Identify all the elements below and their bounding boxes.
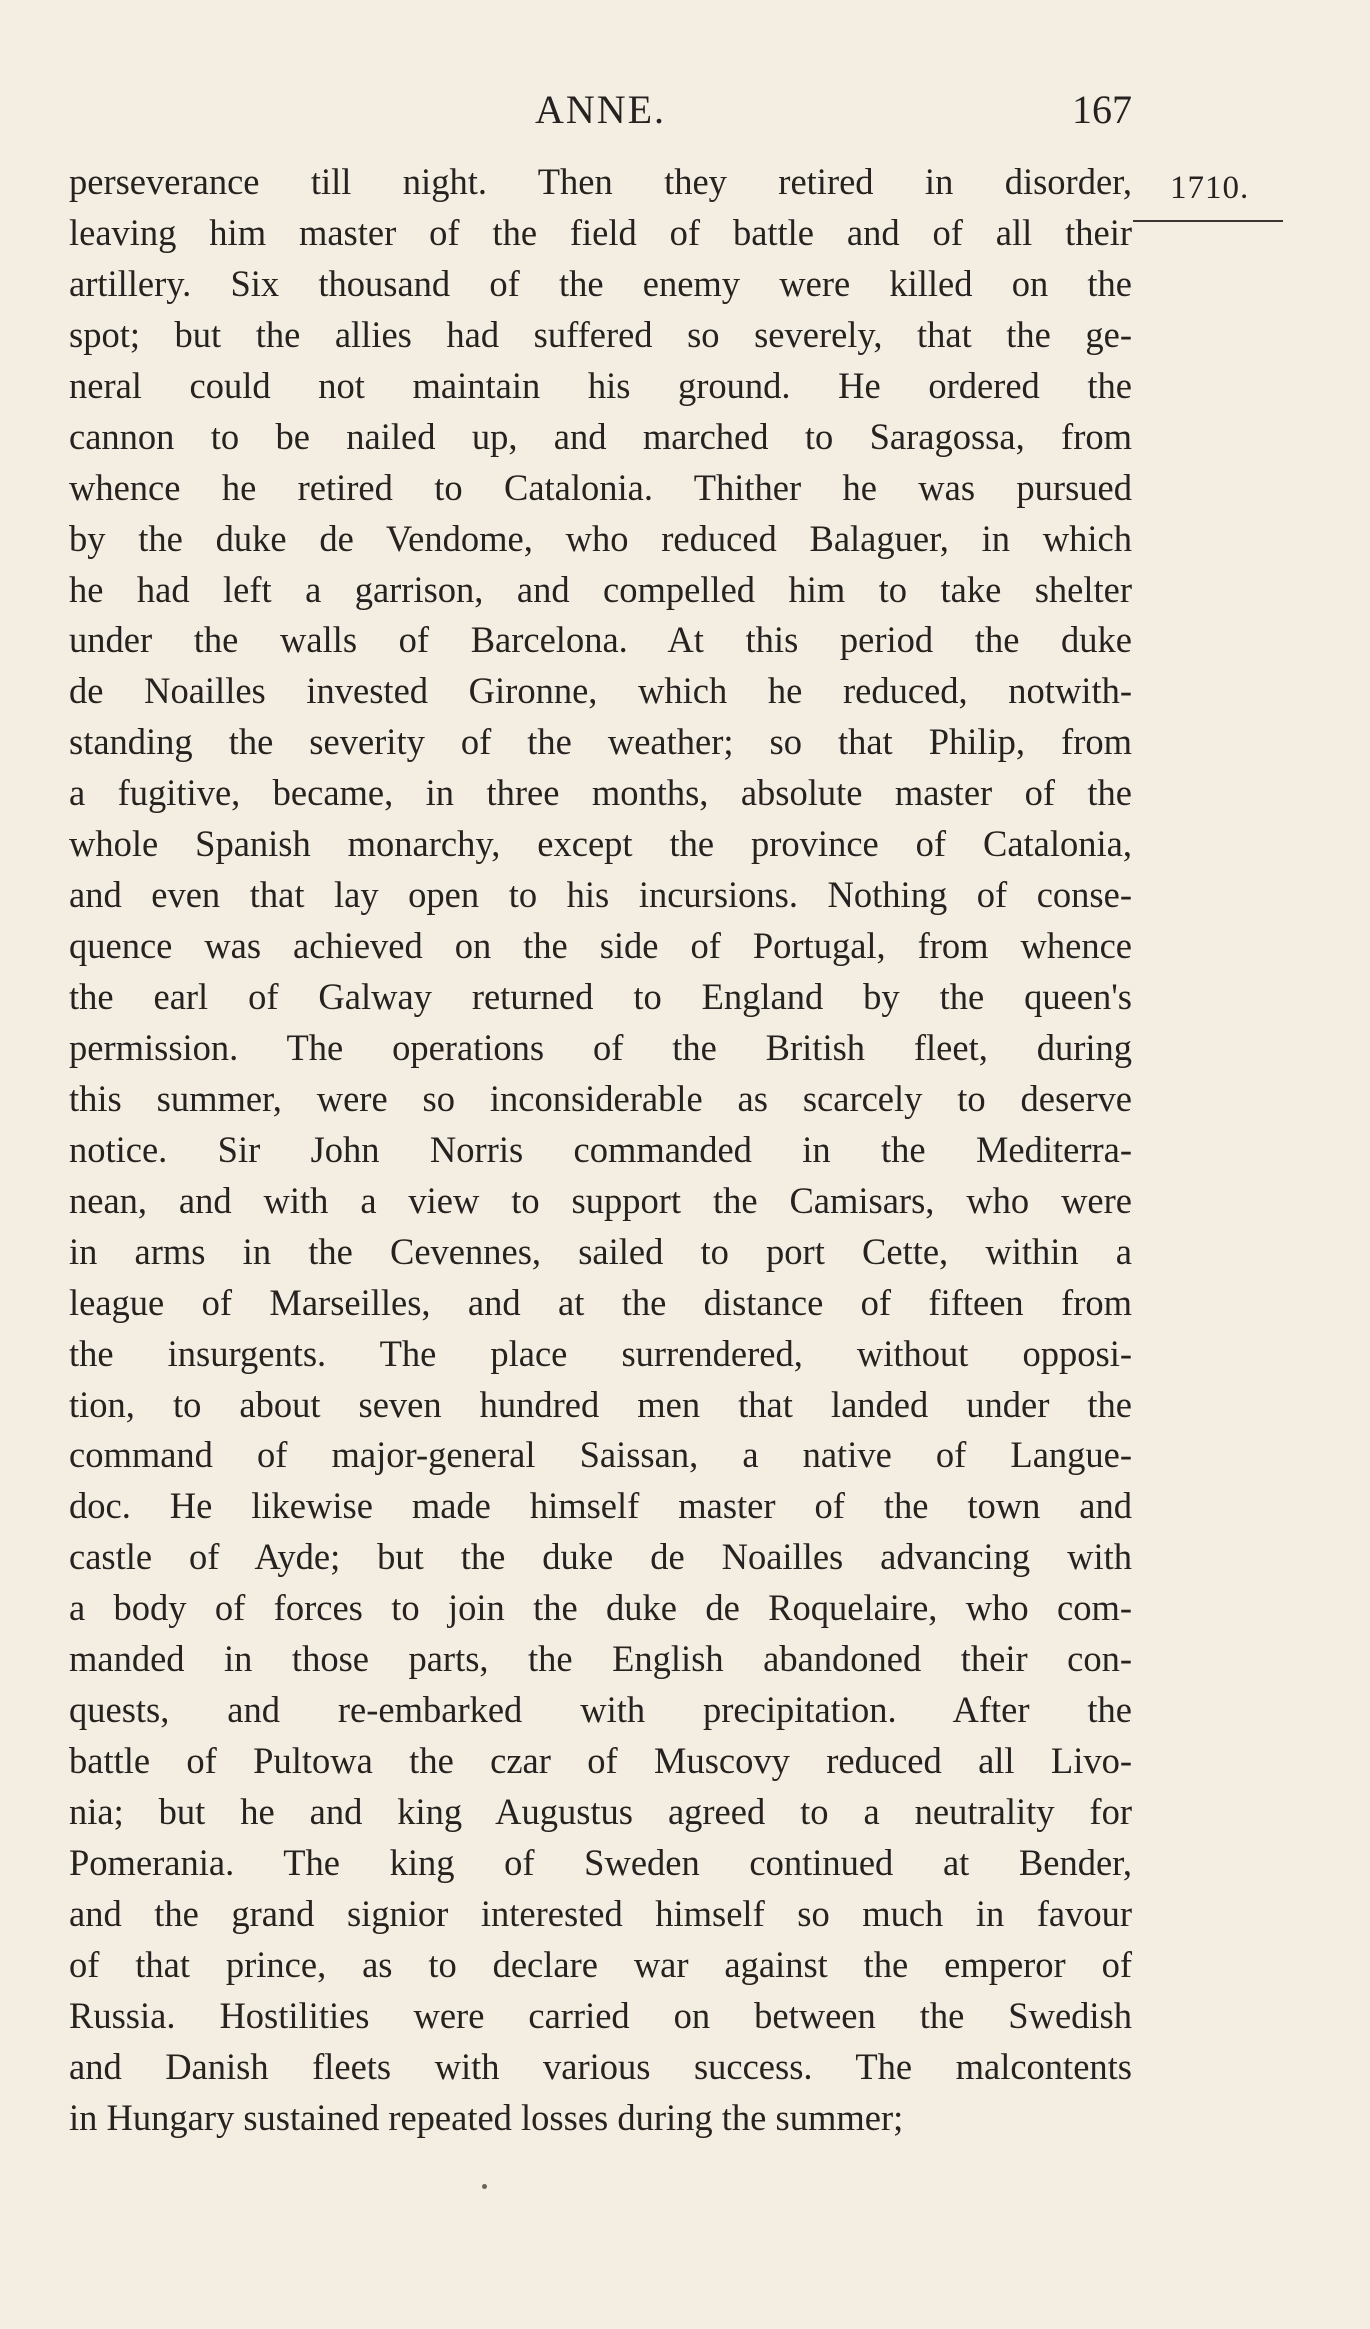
text-line: command of major-general Saissan, a native of Langue- xyxy=(69,1434,1132,1476)
text-line: artillery. Six thousand of the enemy were killed on the xyxy=(69,262,1132,304)
text-line: quests, and re-embarked with precipitation. After the xyxy=(69,1689,1132,1731)
text-line: permission. The operations of the British fleet, during xyxy=(69,1026,1132,1068)
text-line: nia; but he and king Augustus agreed to a neutrality for xyxy=(69,1791,1132,1832)
text-line: castle of Ayde; but the duke de Noailles advancing with xyxy=(69,1536,1132,1578)
text-line: spot; but the allies had suffered so severely, that the ge- xyxy=(69,313,1132,355)
text-line: the insurgents. The place surrendered, without opposi- xyxy=(69,1332,1132,1374)
text-line: leaving him master of the field of battle and of all their xyxy=(69,211,1132,253)
text-line: Pomerania. The king of Sweden continued at Bender, xyxy=(69,1841,1132,1883)
text-line: cannon to be nailed up, and marched to Saragossa, from xyxy=(69,415,1132,457)
text-line: league of Marseilles, and at the distance of fifteen from xyxy=(69,1281,1132,1323)
text-line: he had left a garrison, and compelled him to take shelter xyxy=(69,568,1132,610)
text-line: whence he retired to Catalonia. Thither he was pursued xyxy=(69,466,1132,508)
text-line: quence was achieved on the side of Portugal, from whence xyxy=(69,925,1132,967)
text-line: in Hungary sustained repeated losses during the summer; xyxy=(69,2096,904,2138)
text-line: a fugitive, became, in three months, absolute master of the xyxy=(69,772,1132,814)
page-number: 167 xyxy=(1072,87,1132,132)
text-line: Russia. Hostilities were carried on between the Swedish xyxy=(69,1994,1132,2036)
text-line: in arms in the Cevennes, sailed to port Cette, within a xyxy=(69,1230,1132,1272)
running-title: ANNE. xyxy=(534,87,667,132)
text-line: and Danish fleets with various success. The malcontents xyxy=(69,2045,1132,2087)
text-line: manded in those parts, the English abandoned their con- xyxy=(69,1638,1132,1680)
text-line: battle of Pultowa the czar of Muscovy reduced all Livo- xyxy=(69,1740,1132,1782)
margin-year-note: 1710. xyxy=(1170,170,1250,206)
text-line: notice. Sir John Norris commanded in the Mediterra- xyxy=(69,1128,1132,1170)
text-line: doc. He likewise made himself master of the town and xyxy=(69,1485,1132,1527)
text-line: a body of forces to join the duke de Roquelaire, who com- xyxy=(69,1587,1132,1629)
margin-rule xyxy=(1133,220,1283,222)
text-line: whole Spanish monarchy, except the province of Catalonia, xyxy=(69,823,1132,865)
text-line: standing the severity of the weather; so that Philip, from xyxy=(69,721,1132,763)
text-line: of that prince, as to declare war against the emperor of xyxy=(69,1943,1132,1985)
text-line: perseverance till night. Then they retired in disorder, xyxy=(69,161,1132,202)
print-speck xyxy=(482,2184,487,2189)
body-text xyxy=(69,157,1132,2144)
text-line: de Noailles invested Gironne, which he reduced, notwith- xyxy=(69,670,1132,712)
text-line: tion, to about seven hundred men that landed under the xyxy=(69,1383,1132,1425)
text-line: by the duke de Vendome, who reduced Balaguer, in which xyxy=(69,517,1132,559)
text-line: nean, and with a view to support the Camisars, who were xyxy=(69,1179,1132,1221)
text-line: neral could not maintain his ground. He ordered the xyxy=(69,364,1132,406)
text-line: and the grand signior interested himself so much in favour xyxy=(69,1892,1132,1934)
text-line: under the walls of Barcelona. At this period the duke xyxy=(69,619,1132,661)
text-line: and even that lay open to his incursions. Nothing of conse- xyxy=(69,874,1132,916)
text-line: this summer, were so inconsiderable as scarcely to deserve xyxy=(69,1077,1132,1119)
running-head xyxy=(69,80,1132,140)
text-line: the earl of Galway returned to England by the queen's xyxy=(69,976,1132,1017)
